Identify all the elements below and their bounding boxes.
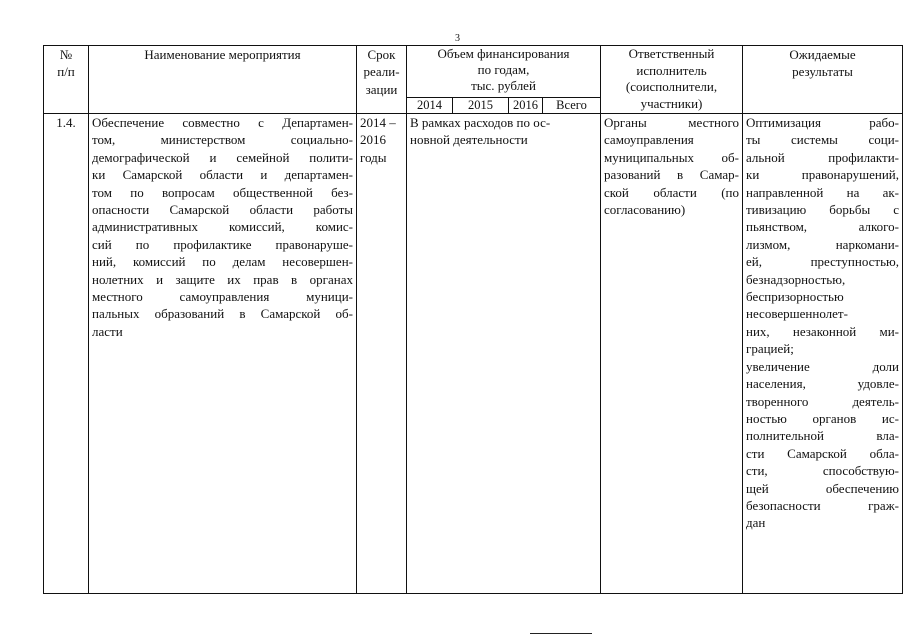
row-name-line: ки Самарской области и департамен-	[92, 167, 353, 183]
row-name-line: демографической и семейной полити-	[92, 149, 353, 165]
row-results-line: альной профилакти-	[746, 149, 899, 165]
row-executor-line: самоуправления	[604, 132, 694, 148]
year-2016: 2016	[509, 98, 543, 114]
row-name-line: ний, комиссий по делам несовершен-	[92, 254, 353, 270]
row-results-line: беспризорностью	[746, 289, 844, 305]
header-row	[44, 46, 903, 98]
row-results-line: творенного деятель-	[746, 393, 899, 409]
row-executor-line: муниципальных об-	[604, 149, 739, 165]
row-results-line: ты системы соци-	[746, 132, 899, 148]
page-number: 3	[455, 33, 460, 44]
header-num: № п/п	[44, 46, 89, 114]
row-results-line: сти, способствую-	[746, 463, 899, 479]
row-results-line: ей, преступностью,	[746, 254, 899, 270]
row-term	[357, 114, 407, 594]
row-name-line: пальных образований в Самарской об-	[92, 306, 353, 322]
row-results-line: Оптимизация рабо-	[746, 115, 899, 130]
row-financing-line: новной деятельности	[410, 132, 528, 148]
table-row	[44, 114, 903, 594]
row-results-line: полнительной вла-	[746, 428, 899, 444]
header-executor: Ответственный исполнитель (соисполнители, участники)	[601, 46, 743, 114]
row-results-line: грацией;	[746, 341, 794, 357]
header-name: Наименование мероприятия	[89, 46, 357, 114]
row-results-line: пьянством, алкого-	[746, 219, 899, 235]
row-results-line: щей обеспечению	[746, 480, 899, 496]
row-name-line: сий по профилактике правонаруше-	[92, 236, 353, 252]
row-results	[743, 114, 903, 594]
row-name	[89, 114, 357, 594]
row-executor	[601, 114, 743, 594]
row-financing	[407, 114, 601, 594]
row-name-line: Обеспечение совместно с Департамен-	[92, 115, 353, 130]
row-num: 1.4.	[44, 114, 89, 594]
row-results-line: безнадзорностью,	[746, 271, 846, 287]
row-executor-line: Органы местного	[604, 115, 739, 130]
row-results-line: них, незаконной ми-	[746, 323, 899, 339]
row-name-line: административных комиссий, комис-	[92, 219, 353, 235]
row-name-line: местного самоуправления муници-	[92, 289, 353, 305]
year-2015: 2015	[453, 98, 509, 114]
row-financing-line: В рамках расходов по ос-	[410, 115, 551, 130]
row-name-line: том по вопросам общественной без-	[92, 184, 353, 200]
row-results-line: безопасности граж-	[746, 497, 899, 513]
row-executor-line: согласованию)	[604, 202, 686, 218]
row-term-line: 2014 –	[360, 115, 396, 130]
header-term: Срок реали- зации	[357, 46, 407, 114]
row-results-line: населения, удовле-	[746, 376, 899, 392]
header-financing: Объем финансирования по годам, тыс. рублей	[407, 46, 601, 98]
row-executor-line: ской области (по	[604, 184, 739, 200]
year-total: Всего	[543, 98, 601, 114]
row-results-line: дан	[746, 515, 766, 531]
row-name-line: опасности Самарской области работы	[92, 202, 353, 218]
row-name-line: том, министерством социально-	[92, 132, 353, 148]
row-executor-line: разований в Самар-	[604, 167, 739, 183]
row-results-line: тивизацию борьбы с	[746, 202, 899, 218]
footer-rule	[530, 633, 592, 634]
row-results-line: ностью органов ис-	[746, 410, 899, 426]
header-results: Ожидаемые результаты	[743, 46, 903, 114]
year-2014: 2014	[407, 98, 453, 114]
row-results-line: направленной на ак-	[746, 184, 899, 200]
row-results-line: сти Самарской обла-	[746, 445, 899, 461]
row-term-line: годы	[360, 149, 387, 165]
row-results-line: увеличение доли	[746, 358, 899, 374]
row-name-line: ласти	[92, 323, 123, 339]
row-name-line: нолетних и защите их прав в органах	[92, 271, 353, 287]
row-results-line: несовершеннолет-	[746, 306, 848, 322]
row-term-line: 2016	[360, 132, 386, 148]
row-results-line: лизмом, наркомани-	[746, 236, 899, 252]
row-results-line: ки правонарушений,	[746, 167, 899, 183]
measures-table	[43, 45, 903, 594]
